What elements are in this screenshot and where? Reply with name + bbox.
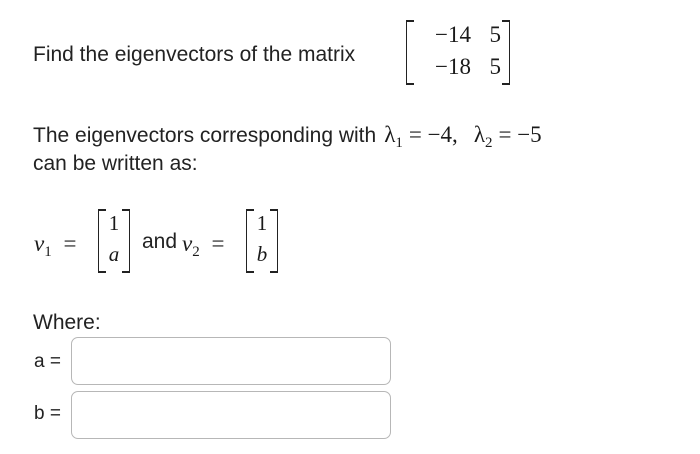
a-input[interactable] [71, 337, 391, 385]
eigenvector-intro: can be written as: [33, 152, 198, 175]
v1-entry-1: 1 [108, 211, 120, 235]
b-label: b = [34, 403, 61, 424]
lambda1-value: = −4, [408, 122, 458, 147]
v2-vector [246, 209, 278, 273]
v1-symbol: $v_1$ = [34, 231, 77, 260]
where-label: Where: [33, 311, 101, 334]
matrix-cell-1-2: 5 [489, 22, 501, 47]
lambda1: $\lambda_1$ [384, 122, 403, 151]
lambda2: $\lambda_2$ [473, 122, 493, 151]
matrix-cell-2-1: −18 [435, 54, 471, 79]
question-prompt: Find the eigenvectors of the matrix [33, 43, 356, 66]
a-label: a = [34, 351, 61, 372]
v2-entry-1: 1 [256, 211, 268, 235]
matrix-cell-2-2: 5 [489, 54, 501, 79]
and-text: and [142, 230, 178, 253]
lambda2-value: = −5 [498, 122, 542, 147]
v2-entry-2: b [256, 242, 268, 266]
v1-vector [98, 209, 130, 273]
v2-symbol: $v_2$ = [182, 231, 225, 260]
matrix-cell-1-1: −14 [435, 22, 471, 47]
eigenvalue-line [33, 122, 542, 152]
coefficient-matrix [406, 20, 510, 85]
v1-entry-2: a [108, 242, 120, 266]
eigenvalue-intro: The eigenvectors corresponding with [33, 124, 377, 147]
b-input[interactable] [71, 391, 391, 439]
